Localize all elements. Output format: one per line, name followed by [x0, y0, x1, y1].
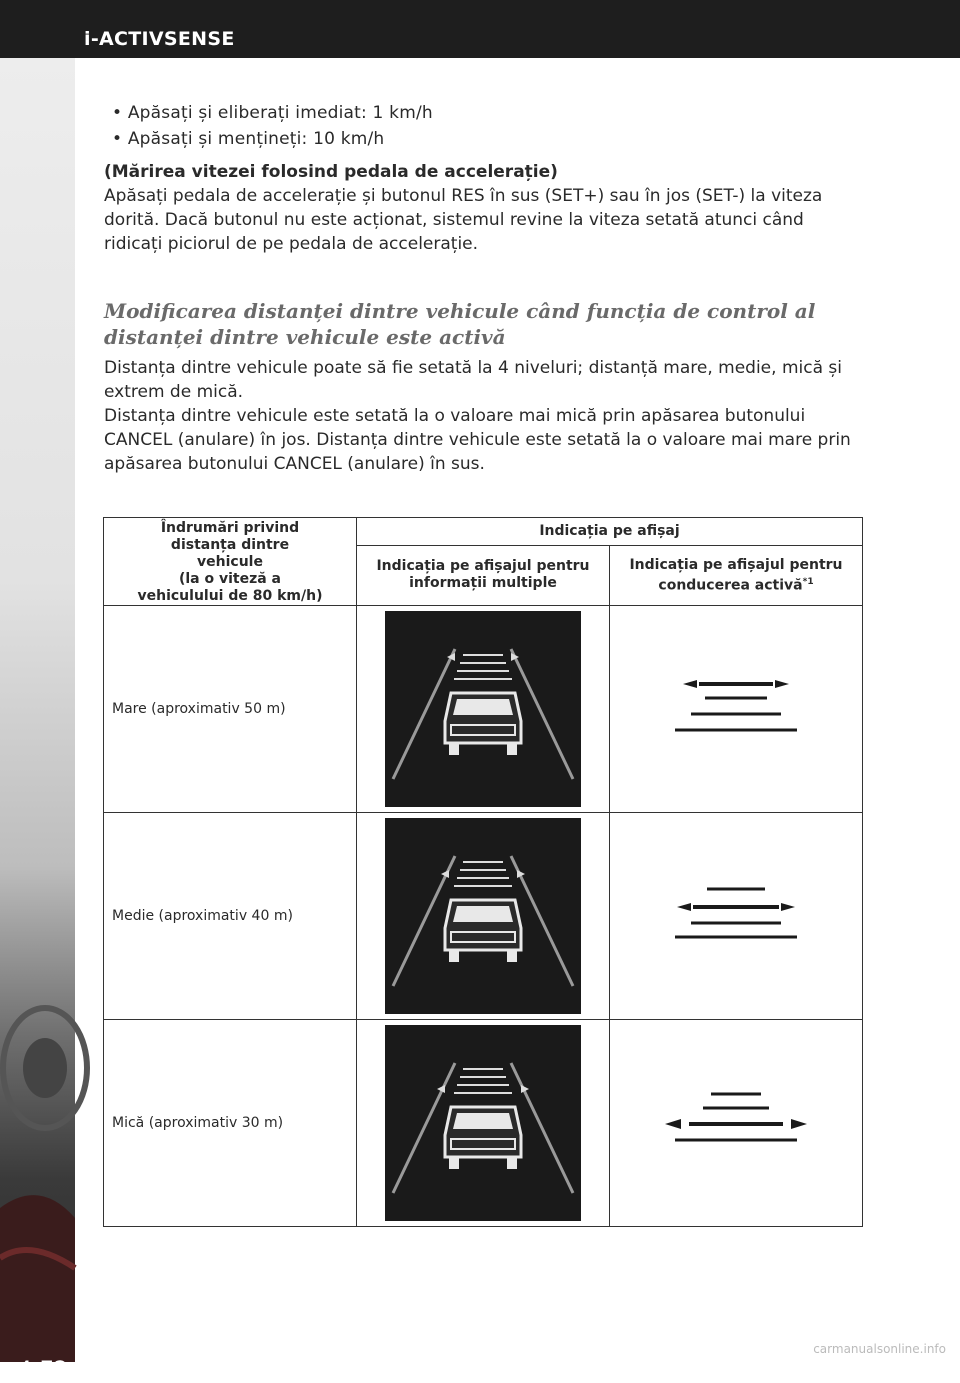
column-header-active-driving: Indicația pe afișajul pentru conducerea activă$^{*1}$: [610, 545, 863, 605]
list-item: • Apăsați și eliberați imediat: 1 km/h: [112, 100, 864, 126]
header-bar: [0, 0, 960, 58]
button-press-list: [112, 100, 864, 152]
multi-info-display: [357, 1020, 610, 1227]
section-title: i-ACTIVSENSE: [84, 28, 235, 50]
distance-label: Medie (aproximativ 40 m): [104, 813, 357, 1020]
distance-heading: Modificarea distanței dintre vehicule când funcția de control al distanței dintre vehicule este activă: [104, 299, 816, 349]
column-header-distance: Îndrumări privind distanța dintre vehicule (la o viteză a vehiculului de 80 km/h): [104, 518, 357, 606]
accel-body: Apăsați pedala de accelerație și butonul RES în sus (SET+) sau în jos (SET-) la viteza dorită. Dacă butonul nu este acționat, sistemul revine la viteza setată atunci când ridicați piciorul de pe pedala de accelerație.: [104, 186, 823, 254]
column-header-display: Indicația pe afișaj: [357, 518, 863, 546]
distance-short-icon: [385, 1025, 581, 1221]
distance-medium-icon: [385, 818, 581, 1014]
distance-short-icon: [661, 1086, 811, 1156]
multi-info-display: [357, 813, 610, 1020]
distance-label: Mare (aproximativ 50 m): [104, 606, 357, 813]
list-item: • Apăsați și mențineți: 10 km/h: [112, 126, 864, 152]
page-content: [104, 100, 864, 476]
multi-info-display: [357, 606, 610, 813]
distance-body-2: Distanța dintre vehicule este setată la o valoare mai mică prin apăsarea butonului CANCEL (anulare) în jos. Distanța dintre vehicule este setată la o valoare mai mare prin apăsarea butonului CANCEL (anulare) în sus.: [104, 406, 851, 474]
page-number: 4-72: [18, 1358, 68, 1383]
distance-body-1: Distanța dintre vehicule poate să fie setată la 4 niveluri; distanță mare, medie, mică și extrem de mică.: [104, 358, 842, 402]
table-row: [104, 1020, 863, 1227]
distance-guide-table: [103, 517, 863, 1227]
table-row: [104, 606, 863, 813]
watermark: carmanualsonline.info: [813, 1342, 946, 1356]
distance-long-icon: [661, 672, 811, 742]
active-driving-display: [610, 606, 863, 813]
active-driving-display: [610, 813, 863, 1020]
table-row: [104, 813, 863, 1020]
accel-heading: (Mărirea vitezei folosind pedala de accelerație): [104, 162, 558, 182]
distance-label: Mică (aproximativ 30 m): [104, 1020, 357, 1227]
sidebar-photo: [0, 58, 75, 1383]
active-driving-display: [610, 1020, 863, 1227]
distance-long-icon: [385, 611, 581, 807]
distance-medium-icon: [661, 879, 811, 949]
car-interior-image: [0, 58, 75, 1362]
column-header-multi-info: Indicația pe afișajul pentru informații multiple: [357, 545, 610, 605]
